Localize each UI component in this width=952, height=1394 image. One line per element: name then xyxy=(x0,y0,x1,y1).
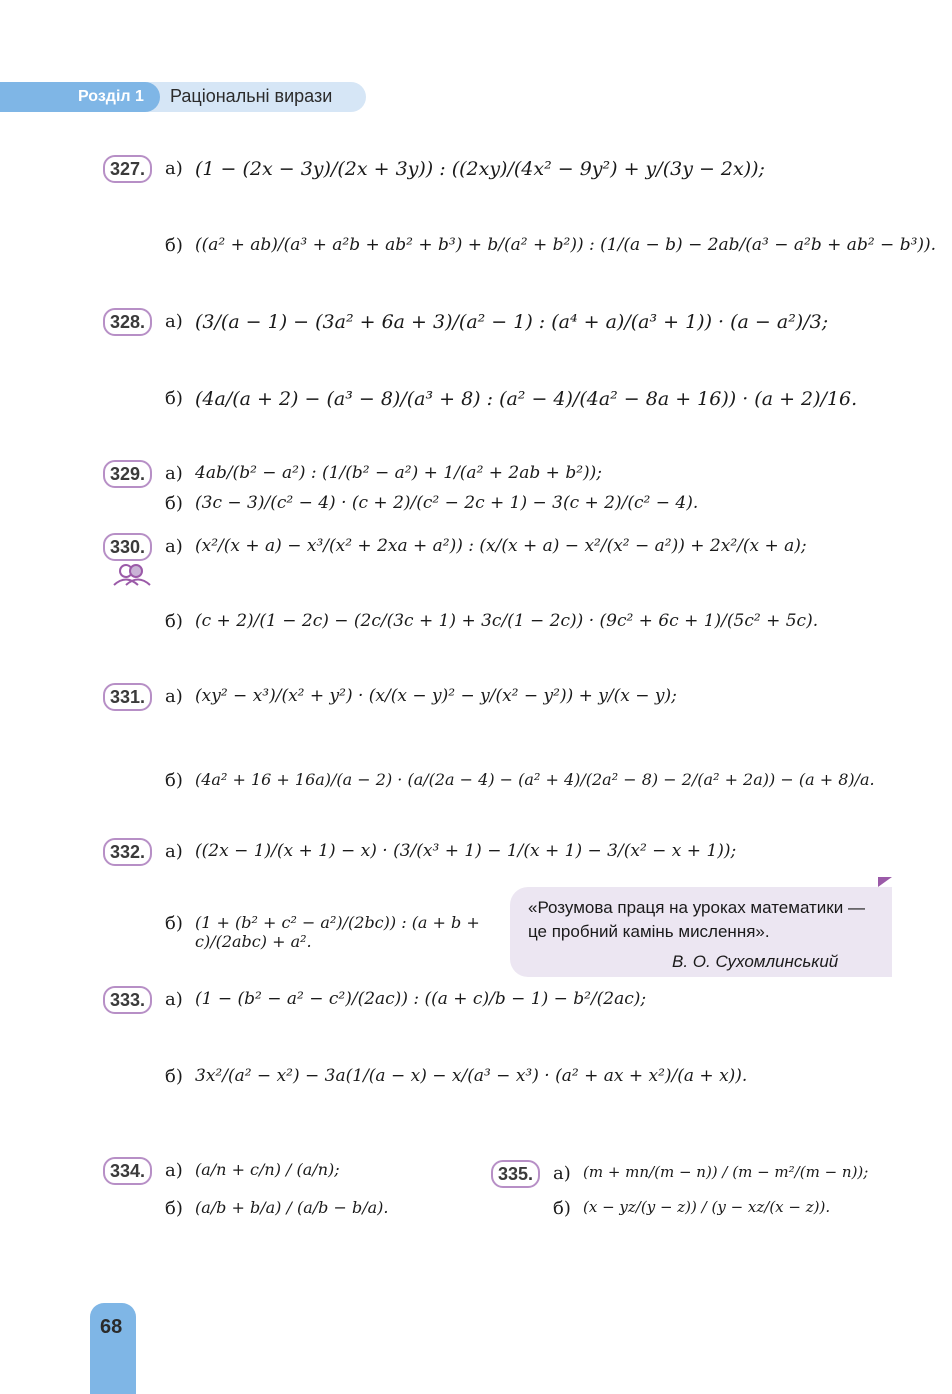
problem-number: 335. xyxy=(491,1160,540,1188)
part-label: а) xyxy=(165,311,183,332)
part-label: б) xyxy=(165,493,183,514)
math-expression: (a/n + c/n) / (a/n); xyxy=(195,1160,340,1179)
part-label: а) xyxy=(165,841,183,862)
part-label: а) xyxy=(553,1163,571,1184)
math-expression: (1 + (b² + c² − a²)/(2bc)) : (a + b + c)/(2abc) + a². xyxy=(195,913,480,951)
part-label: б) xyxy=(165,1066,183,1087)
part-label: а) xyxy=(165,158,183,179)
math-expression: (3/(a − 1) − (3a² + 6a + 3)/(a² − 1) : (a⁴ + a)/(a³ + 1)) · (a − a²)/3; xyxy=(195,311,829,333)
quote-text: «Розумова праця на уроках математики — це пробний камінь мислення». xyxy=(528,898,865,941)
math-expression: 3x²/(a² − x²) − 3a(1/(a − x) − x/(a³ − x³) · (a² + ax + x²)/(a + x)). xyxy=(195,1066,748,1086)
math-expression: (4a/(a + 2) − (a³ − 8)/(a³ + 8) : (a² − 4)/(4a² − 8a + 16)) · (a + 2)/16. xyxy=(195,388,858,410)
part-label: б) xyxy=(165,770,183,791)
problem-number: 332. xyxy=(103,838,152,866)
math-expression: (1 − (b² − a² − c²)/(2ac)) : ((a + c)/b − 1) − b²/(2ac); xyxy=(195,989,647,1009)
math-expression: (a/b + b/a) / (a/b − b/a). xyxy=(195,1198,389,1217)
part-label: б) xyxy=(165,235,183,256)
math-expression: (4a² + 16 + 16a)/(a − 2) · (a/(2a − 4) − (a² + 4)/(2a² − 8) − 2/(a² + 2a)) − (a + 8)/a. xyxy=(195,770,875,789)
part-label: а) xyxy=(165,686,183,707)
math-expression: (c + 2)/(1 − 2c) − (2c/(3c + 1) + 3c/(1 − 2c)) · (9c² + 6c + 1)/(5c² + 5c). xyxy=(195,611,819,631)
math-expression: (3c − 3)/(c² − 4) · (c + 2)/(c² − 2c + 1) − 3(c + 2)/(c² − 4). xyxy=(195,493,699,513)
chapter-label: Розділ 1 xyxy=(78,88,144,105)
part-label: а) xyxy=(165,1160,183,1181)
problem-number: 329. xyxy=(103,460,152,488)
part-label: а) xyxy=(165,536,183,557)
problem-number: 330. xyxy=(103,533,152,561)
chapter-title: Раціональні вирази xyxy=(170,86,333,106)
bubble-corner-marker xyxy=(878,877,892,887)
problem-number: 333. xyxy=(103,986,152,1014)
page-number: 68 xyxy=(100,1316,123,1338)
part-label: б) xyxy=(165,388,183,409)
group-work-icon xyxy=(112,562,152,586)
part-label: б) xyxy=(165,1198,183,1219)
math-expression: (xy² − x³)/(x² + y²) · (x/(x − y)² − y/(x² − y²)) + y/(x − y); xyxy=(195,686,677,706)
problem-number: 328. xyxy=(103,308,152,336)
part-label: а) xyxy=(165,989,183,1010)
math-expression: 4ab/(b² − a²) : (1/(b² − a²) + 1/(a² + 2ab + b²)); xyxy=(195,463,603,483)
part-label: б) xyxy=(165,611,183,632)
math-expression: (1 − (2x − 3y)/(2x + 3y)) : ((2xy)/(4x² − 9y²) + y/(3y − 2x)); xyxy=(195,158,765,180)
math-expression: ((a² + ab)/(a³ + a²b + ab² + b³) + b/(a² + b²)) : (1/(a − b) − 2ab/(a³ − a²b + ab² − b³)). xyxy=(195,235,937,255)
math-expression: (x − yz/(y − z)) / (y − xz/(x − z)). xyxy=(583,1198,831,1216)
quote-author: В. О. Сухомлинський xyxy=(672,952,839,971)
part-label: б) xyxy=(165,913,183,934)
problem-number: 331. xyxy=(103,683,152,711)
part-label: а) xyxy=(165,463,183,484)
part-label: б) xyxy=(553,1198,571,1219)
math-expression: (m + mn/(m − n)) / (m − m²/(m − n)); xyxy=(583,1163,869,1181)
problem-number: 327. xyxy=(103,155,152,183)
problem-number: 334. xyxy=(103,1157,152,1185)
math-expression: (x²/(x + a) − x³/(x² + 2xa + a²)) : (x/(x + a) − x²/(x² − a²)) + 2x²/(x + a); xyxy=(195,536,807,556)
math-expression: ((2x − 1)/(x + 1) − x) · (3/(x³ + 1) − 1/(x + 1) − 3/(x² − x + 1)); xyxy=(195,841,737,861)
